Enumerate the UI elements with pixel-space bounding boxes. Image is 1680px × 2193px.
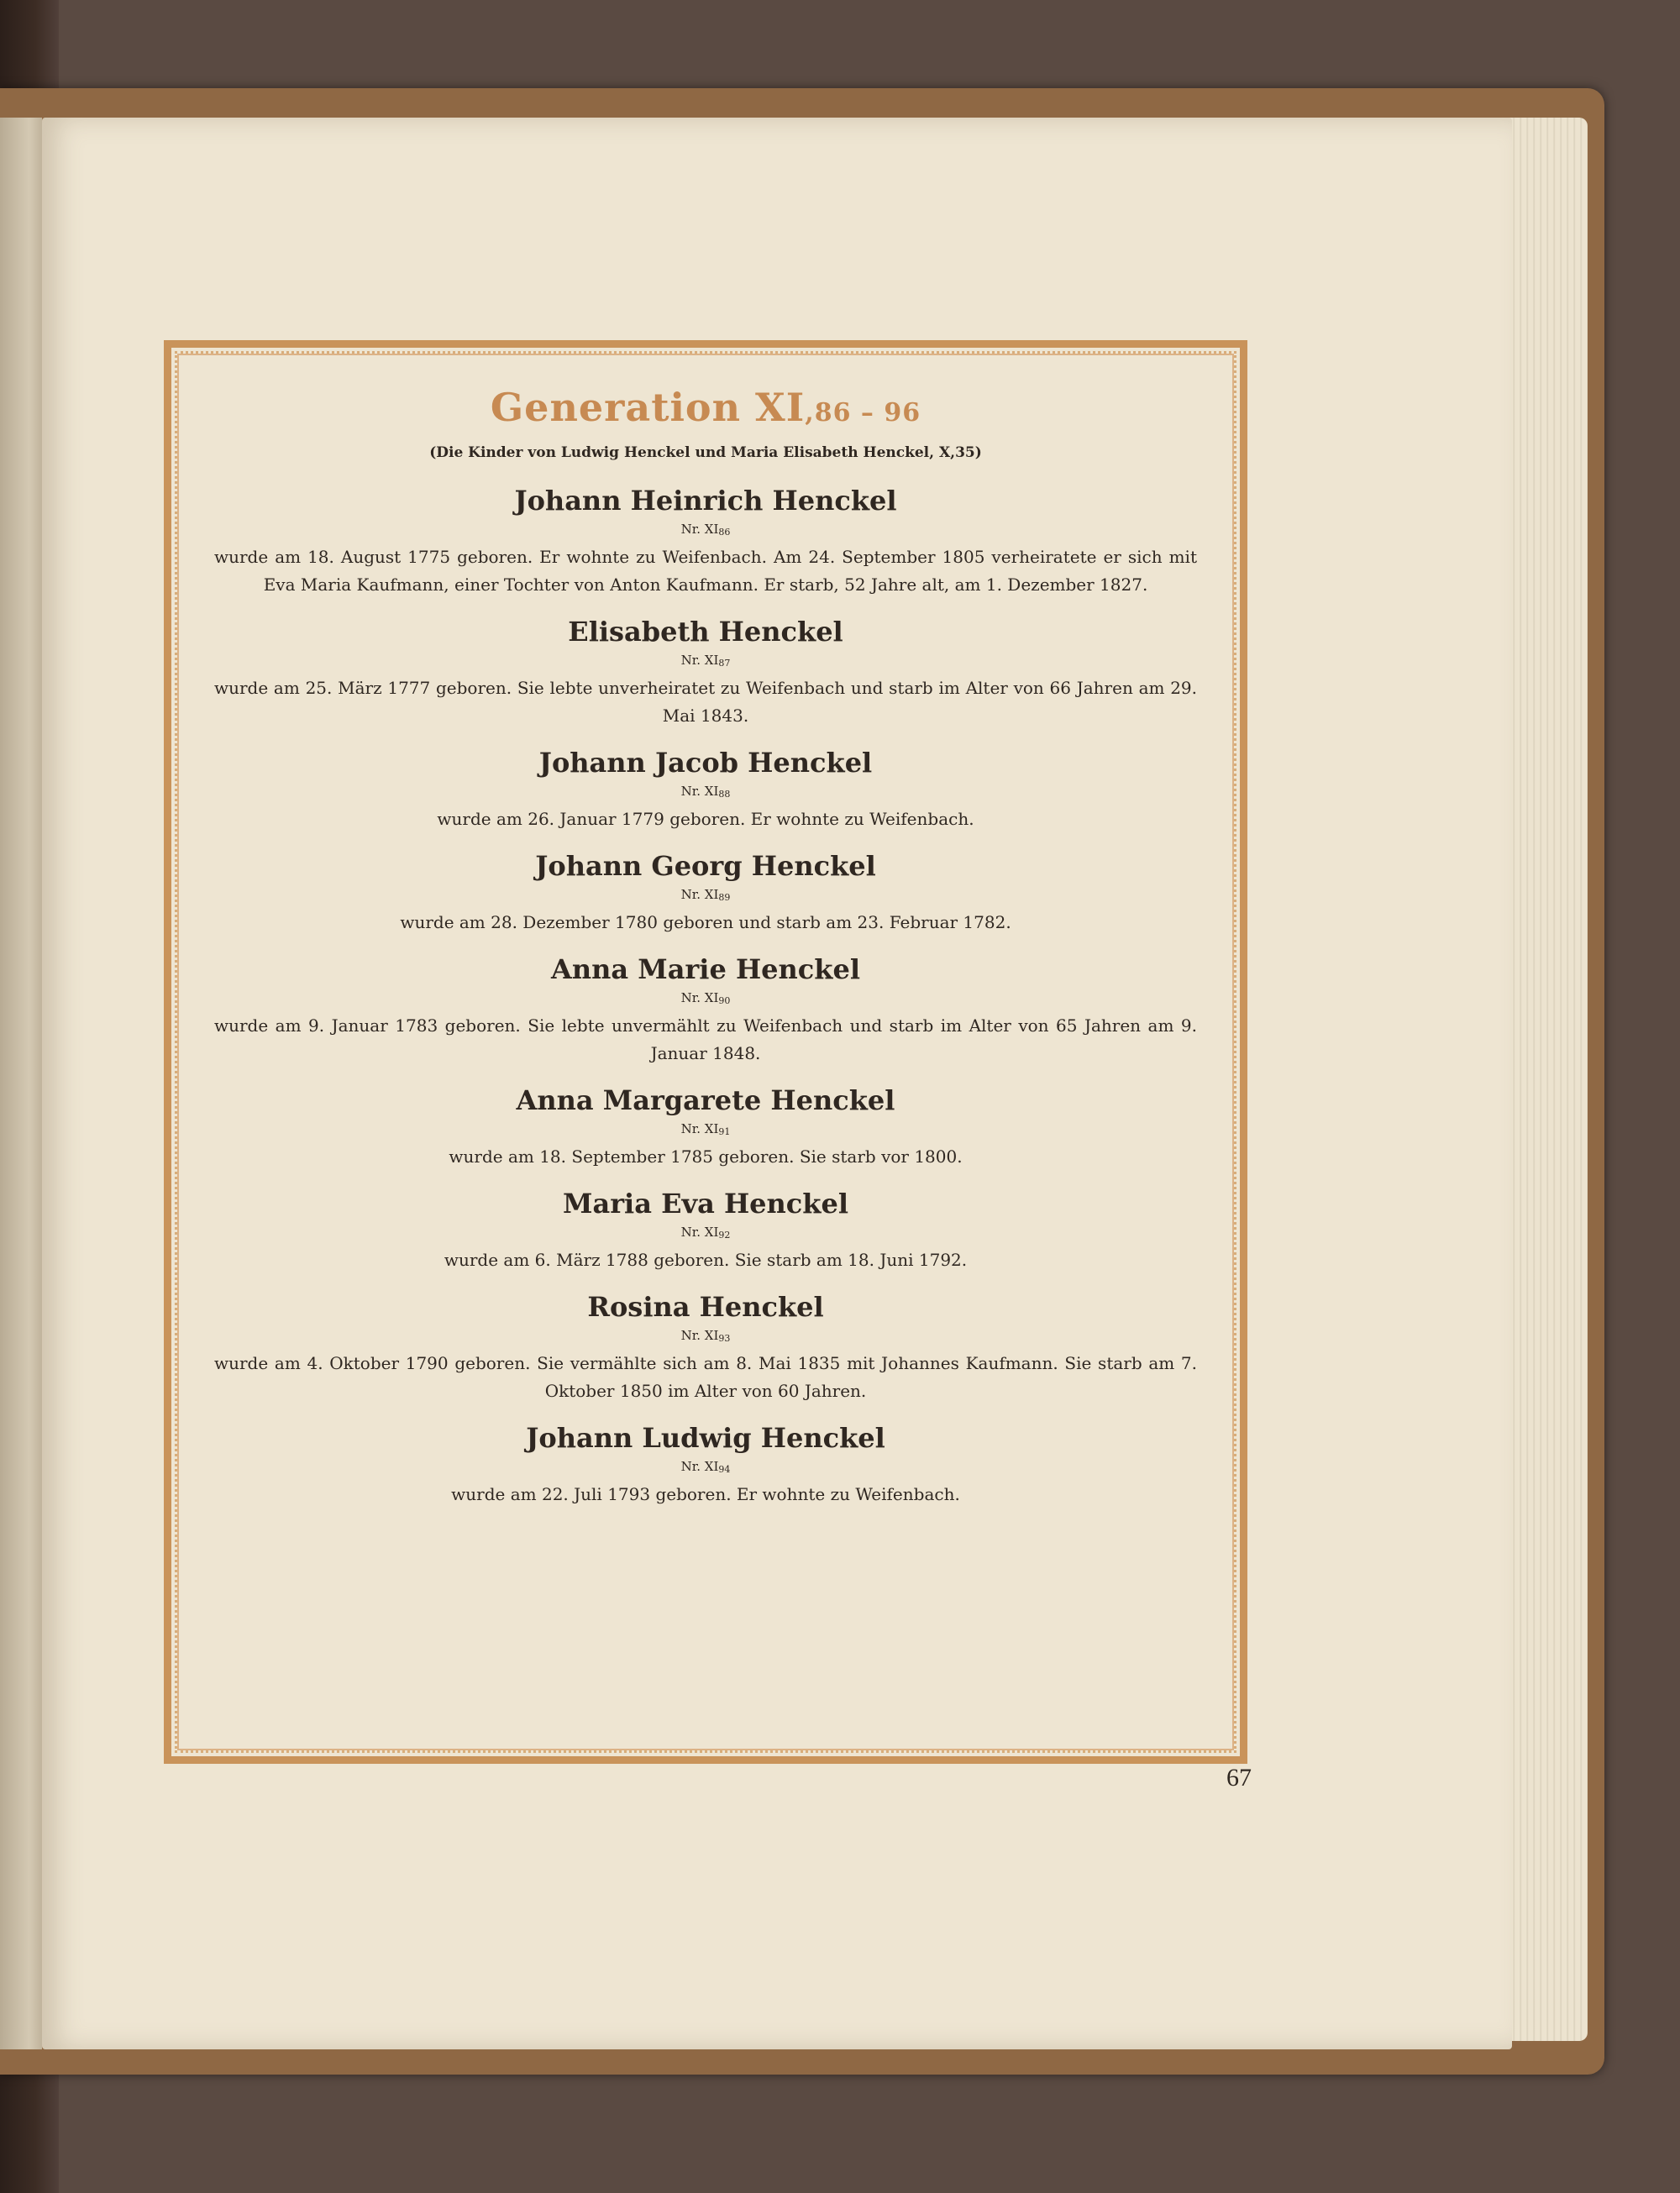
person-entry: [214, 952, 1197, 1068]
person-number-prefix: Nr. XI: [680, 653, 719, 668]
person-biography: wurde am 22. Juli 1793 geboren. Er wohnte zu Weifenbach.: [451, 1484, 960, 1504]
person-number: [214, 989, 1197, 1009]
person-number: [214, 885, 1197, 905]
person-entry: [214, 1186, 1197, 1274]
person-entry: [214, 483, 1197, 599]
person-number-prefix: Nr. XI: [680, 522, 719, 537]
person-number-index: 92: [718, 1230, 731, 1241]
person-entry: [214, 1420, 1197, 1508]
person-name: Johann Ludwig Henckel: [526, 1422, 885, 1454]
person-number: [214, 1457, 1197, 1477]
person-number-prefix: Nr. XI: [680, 990, 719, 1005]
person-biography: wurde am 26. Januar 1779 geboren. Er wohnte zu Weifenbach.: [437, 809, 974, 829]
person-name: Maria Eva Henckel: [563, 1188, 848, 1220]
page-content: [214, 382, 1197, 1726]
person-number: [214, 1326, 1197, 1346]
person-biography: wurde am 28. Dezember 1780 geboren und starb am 23. Februar 1782.: [400, 912, 1011, 932]
person-entry: [214, 848, 1197, 936]
person-number-index: 87: [718, 658, 731, 669]
person-biography: wurde am 9. Januar 1783 geboren. Sie lebte unvermählt zu Weifenbach und starb im Alter von 65 Jahren am 9. Januar 1848.: [214, 1015, 1197, 1063]
generation-subtitle: (Die Kinder von Ludwig Henckel und Maria Elisabeth Henckel, X,35): [429, 444, 982, 461]
person-number-index: 91: [718, 1126, 731, 1137]
person-number-index: 89: [718, 892, 731, 903]
person-number: [214, 651, 1197, 671]
person-name: Anna Margarete Henckel: [516, 1084, 895, 1116]
person-name: Elisabeth Henckel: [568, 616, 843, 648]
person-number-prefix: Nr. XI: [680, 887, 719, 902]
person-name: Anna Marie Henckel: [551, 953, 860, 985]
person-entry: [214, 1289, 1197, 1405]
generation-range: ,86 – 96: [805, 398, 921, 428]
person-number: [214, 782, 1197, 802]
person-number: [214, 1120, 1197, 1140]
person-name: Johann Heinrich Henckel: [514, 485, 897, 517]
generation-title-text: Generation XI: [490, 385, 806, 430]
person-number: [214, 520, 1197, 540]
person-number-index: 90: [718, 995, 731, 1006]
generation-title: [214, 382, 1197, 434]
person-number-index: 86: [718, 527, 731, 538]
person-name: Rosina Henckel: [587, 1291, 824, 1323]
person-entry: [214, 614, 1197, 730]
person-number-prefix: Nr. XI: [680, 1225, 719, 1240]
person-biography: wurde am 25. März 1777 geboren. Sie lebte unverheiratet zu Weifenbach und starb im Alter von 66 Jahren am 29. Mai 1843.: [214, 678, 1197, 726]
person-number: [214, 1223, 1197, 1243]
page-number: 67: [1226, 1764, 1252, 1792]
person-entry: [214, 745, 1197, 833]
person-number-index: 93: [718, 1333, 731, 1344]
person-number-index: 94: [718, 1464, 731, 1475]
person-number-prefix: Nr. XI: [680, 1328, 719, 1343]
left-page-edge: [0, 118, 42, 2049]
person-biography: wurde am 6. März 1788 geboren. Sie starb am 18. Juni 1792.: [444, 1250, 968, 1270]
person-biography: wurde am 18. August 1775 geboren. Er wohnte zu Weifenbach. Am 24. September 1805 verheiratete er sich mit Eva Maria Kaufmann, einer Tochter von Anton Kaufmann. Er starb, 52 Jahre alt, am 1. Dezember 1827.: [214, 547, 1197, 595]
person-entry: [214, 1083, 1197, 1171]
person-number-prefix: Nr. XI: [680, 1121, 719, 1136]
person-name: Johann Georg Henckel: [535, 850, 876, 882]
person-biography: wurde am 4. Oktober 1790 geboren. Sie vermählte sich am 8. Mai 1835 mit Johannes Kaufmann. Sie starb am 7. Oktober 1850 im Alter von 60 Jahren.: [214, 1353, 1197, 1401]
person-number-index: 88: [718, 789, 731, 800]
person-number-prefix: Nr. XI: [680, 784, 719, 799]
person-biography: wurde am 18. September 1785 geboren. Sie starb vor 1800.: [449, 1146, 963, 1167]
person-number-prefix: Nr. XI: [680, 1459, 719, 1474]
person-name: Johann Jacob Henckel: [538, 747, 873, 779]
